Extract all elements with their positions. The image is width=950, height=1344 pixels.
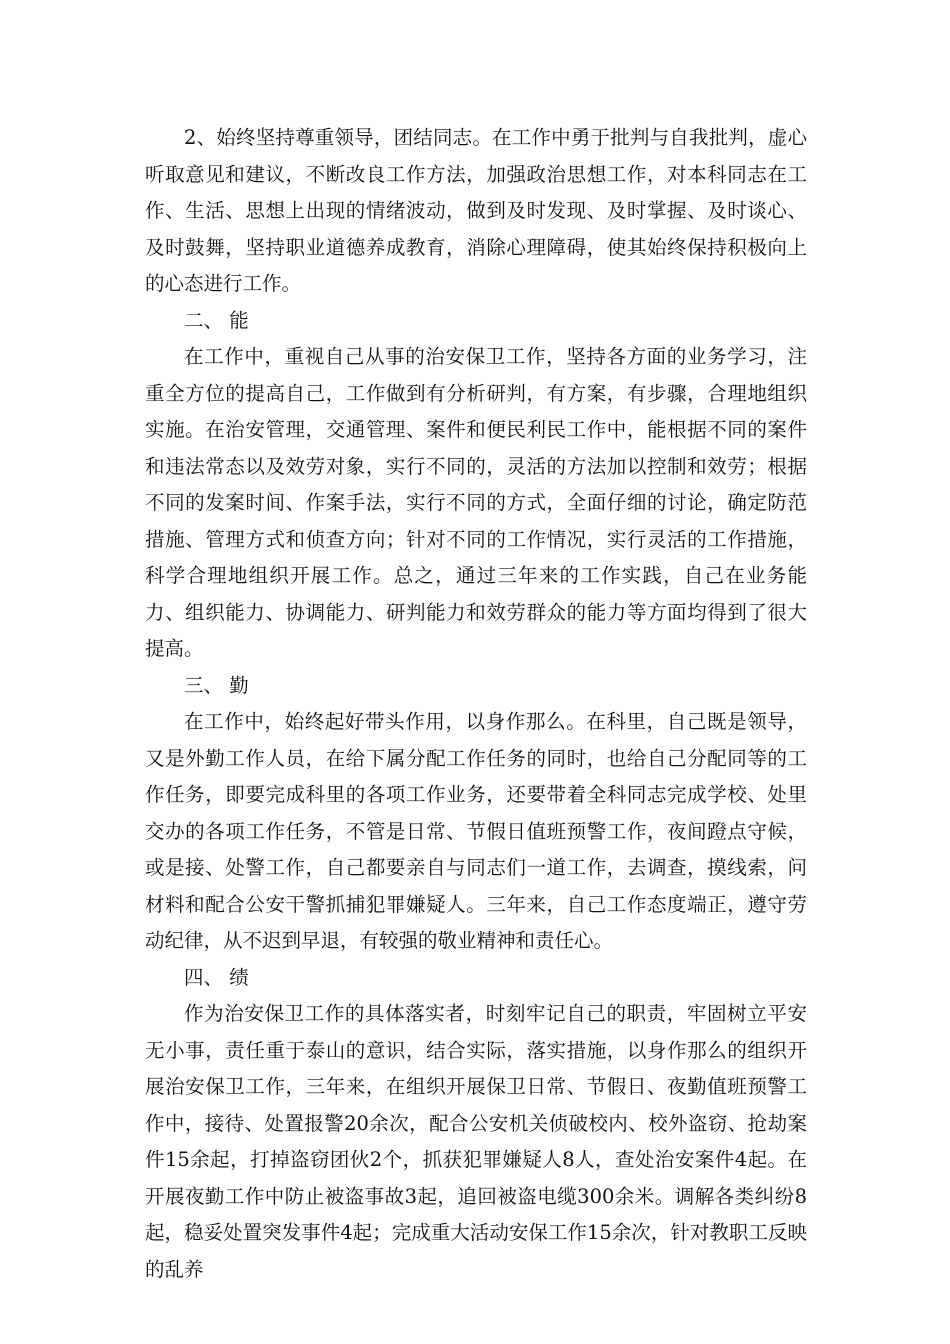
section-heading-achievement: 四、 绩	[184, 965, 249, 989]
paragraph-achievement: 作为治安保卫工作的具体落实者，时刻牢记自己的职责，牢固树立平安无小事，责任重于泰山的意识，结合实际，落实措施，以身作那么的组织开展治安保卫工作，三年来，在组织开展保卫日常、节假日、夜勤值班预警工作中，接待、处置报警20余次，配合公安机关侦破校内、校外盗窃、抢劫案件15余起，打掉盗窃团伙2个，抓获犯罪嫌疑人8人，查处治安案件4起。在开展夜勤工作中防止被盗事故3起，追回被盗电缆300余米。调解各类纠纷8起，稳妥处置突发事件4起；完成重大活动安保工作15余次，针对教职工反映的乱养	[145, 1002, 807, 1281]
section-heading-ability: 二、 能	[184, 308, 249, 332]
paragraph-ability: 在工作中，重视自己从事的治安保卫工作，坚持各方面的业务学习，注重全方位的提高自己，工作做到有分析研判，有方案，有步骤，合理地组织实施。在治安管理，交通管理、案件和便民利民工作中，能根据不同的案件和违法常态以及效劳对象，实行不同的，灵活的方法加以控制和效劳；根据不同的发案时间、作案手法，实行不同的方式，全面仔细的讨论，确定防范措施、管理方式和侦查方向；针对不同的工作情况，实行灵活的工作措施，科学合理地组织开展工作。总之，通过三年来的工作实践，自己在业务能力、组织能力、协调能力、研判能力和效劳群众的能力等方面均得到了很大提高。	[145, 345, 807, 660]
paragraph-diligence: 在工作中，始终起好带头作用，以身作那么。在科里，自己既是领导，又是外勤工作人员，在给下属分配工作任务的同时，也给自己分配同等的工作任务，即要完成科里的各项工作业务，还要带着全科同志完成学校、处里交办的各项工作任务，不管是日常、节假日值班预警工作，夜间蹬点守候，或是接、处警工作，自己都要亲自与同志们一道工作，去调查，摸线索，问材料和配合公安干警抓捕犯罪嫌疑人。三年来，自己工作态度端正，遵守劳动纪律，从不迟到早退，有较强的敬业精神和责任心。	[145, 710, 807, 952]
document-body	[145, 120, 807, 1288]
section-heading-diligence: 三、 勤	[184, 673, 249, 697]
paragraph-item-2: 2、始终坚持尊重领导，团结同志。在工作中勇于批判与自我批判，虚心听取意见和建议，不断改良工作方法，加强政治思想工作，对本科同志在工作、生活、思想上出现的情绪波动，做到及时发现、及时掌握、及时谈心、及时鼓舞，坚持职业道德养成教育，消除心理障碍，使其始终保持积极向上的心态进行工作。	[145, 126, 807, 295]
